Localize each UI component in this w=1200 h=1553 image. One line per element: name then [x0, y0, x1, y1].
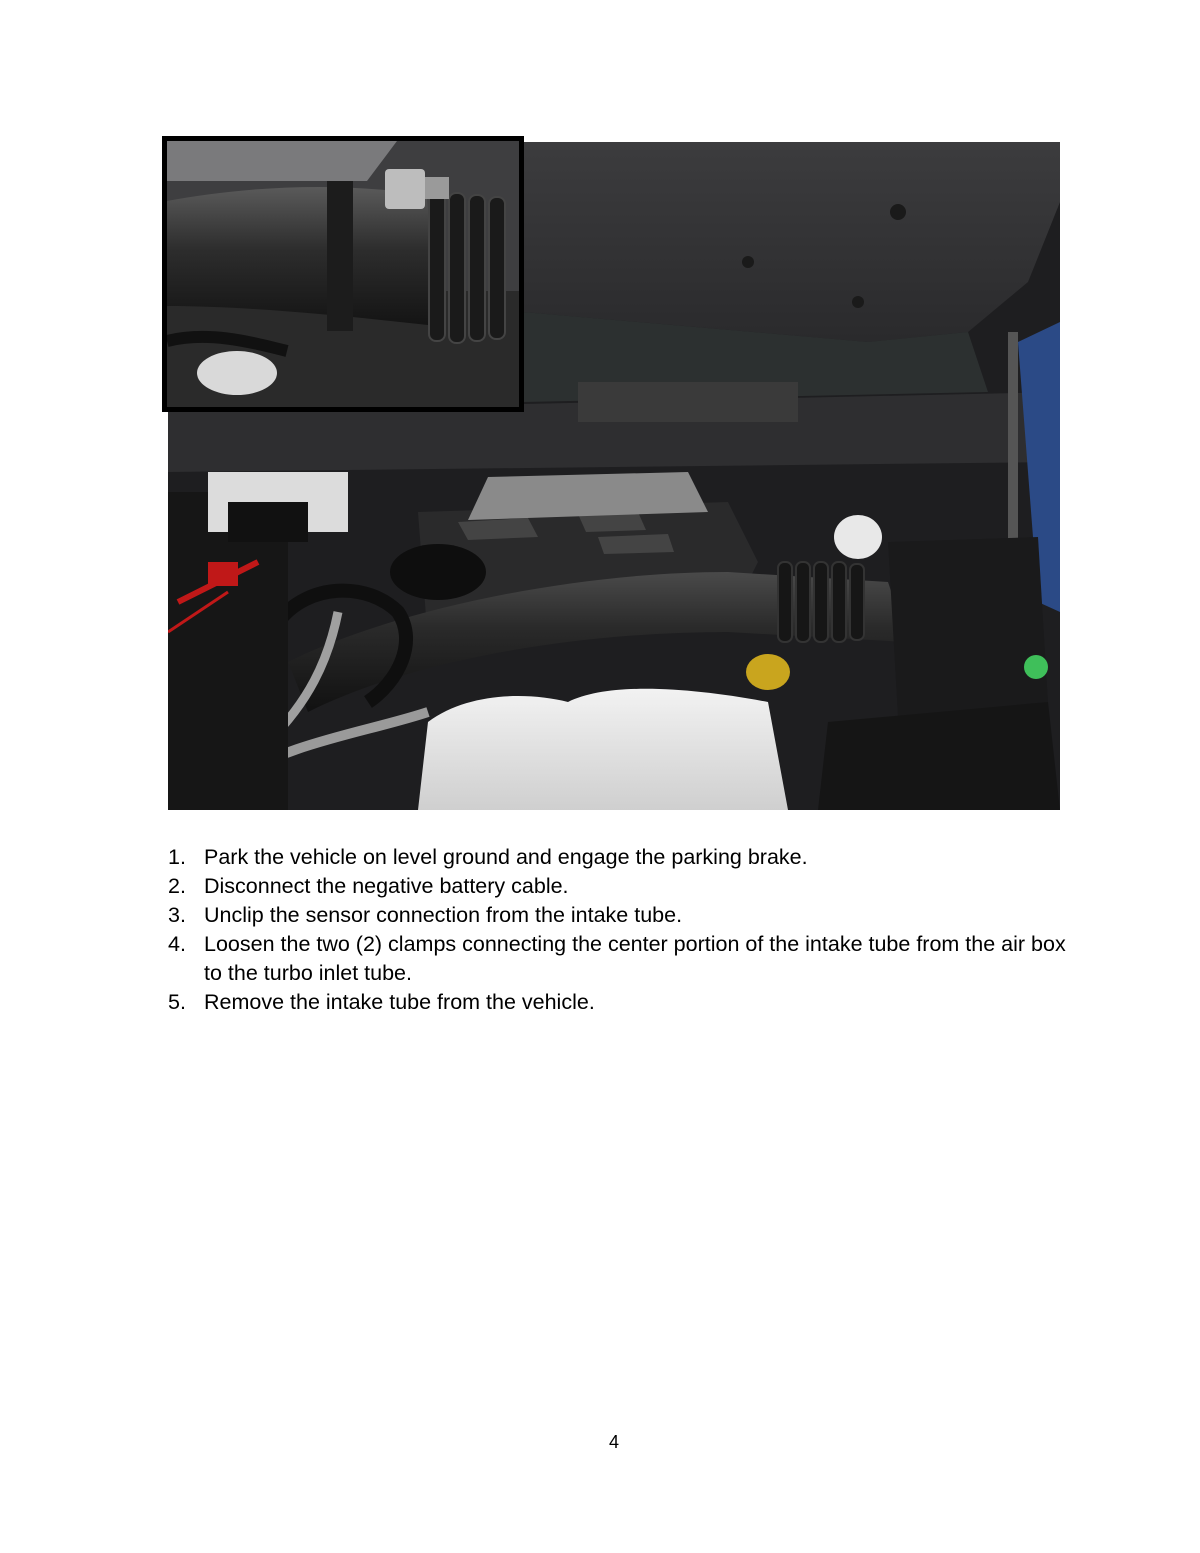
step-number: 1. [168, 845, 186, 869]
step-text: Unclip the sensor connection from the intake tube. [204, 903, 683, 927]
list-item [168, 901, 1068, 930]
list-item [168, 988, 1068, 1017]
step-text: Disconnect the negative battery cable. [204, 874, 569, 898]
list-item [168, 930, 1068, 988]
intake-tube-closeup-photo [162, 136, 524, 412]
step-text: Loosen the two (2) clamps connecting the center portion of the intake tube from the air box to the turbo inlet tube. [204, 932, 1066, 985]
list-item [168, 872, 1068, 901]
page-number: 4 [608, 1432, 619, 1452]
list-item [168, 843, 1068, 872]
step-number: 5. [168, 990, 186, 1014]
step-text: Park the vehicle on level ground and engage the parking brake. [204, 845, 808, 869]
instruction-steps [168, 843, 1068, 1017]
step-text: Remove the intake tube from the vehicle. [204, 990, 595, 1014]
step-number: 2. [168, 874, 186, 898]
step-number: 4. [168, 932, 186, 956]
step-number: 3. [168, 903, 186, 927]
